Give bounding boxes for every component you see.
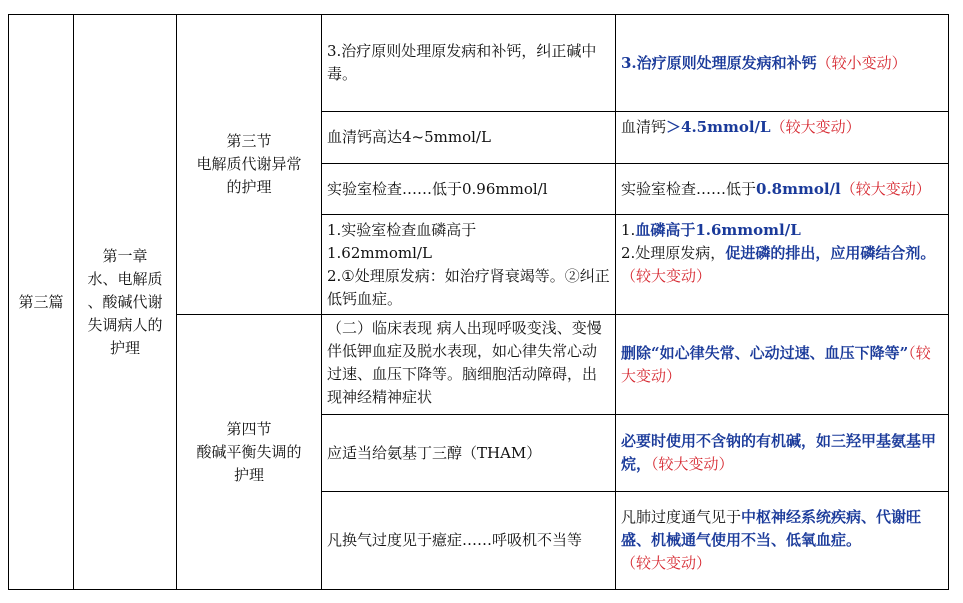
section-3-label: 第三节 电解质代谢异常 的护理 <box>196 132 302 196</box>
change-level-note: （较大变动） <box>621 554 712 572</box>
change-level-note: （较大变动） <box>621 343 931 385</box>
section-4-label: 第四节 酸碱平衡失调的 护理 <box>196 419 302 484</box>
new-text-content <box>621 116 861 139</box>
chapter-label: 第一章 水、电解质 、酸碱代谢 失调病人的 护理 <box>87 246 163 357</box>
revised-highlight: 删除“如心律失常、心动过速、血压下降等” <box>621 343 909 362</box>
revised-text: 实验室检查……低于 <box>621 179 757 198</box>
section-4-cell <box>176 314 322 590</box>
revised-highlight: 0.8mmol/l <box>756 179 841 198</box>
change-level-note: （较小变动） <box>816 53 907 72</box>
part-label: 第三篇 <box>18 292 64 311</box>
change-level-note: （较大变动） <box>621 267 712 285</box>
section-3-cell <box>176 14 322 315</box>
old-text-row-4: 1.实验室检查血磷高于 1.62mmoml/L 2.①处理原发病：如治疗肾衰竭等。②纠正低钙血症。 <box>321 214 616 315</box>
old-text-row-6: 应适当给氨基丁三醇（THAM） <box>321 414 616 492</box>
part-cell <box>8 14 74 590</box>
new-text-row-3 <box>615 163 949 215</box>
new-text-content <box>621 52 907 75</box>
change-level-note: （较大变动） <box>651 455 734 473</box>
revision-table <box>8 14 949 590</box>
revised-text: 血清钙 <box>621 118 667 136</box>
revised-text: 1. <box>621 221 636 239</box>
new-text-row-2 <box>615 111 949 164</box>
new-text-content <box>621 178 931 201</box>
new-text-row-4 <box>615 214 949 315</box>
old-text-row-5: （二）临床表现 病人出现呼吸变浅、变慢伴低钾血症及脱水表现，如心律失常心动过速、血压下降等。脑细胞活动障碍，出现神经精神症状 <box>321 314 616 415</box>
new-text-content <box>621 506 943 575</box>
old-text-row-2: 血清钙高达4~5mmol/L <box>321 111 616 164</box>
old-text-row-7: 凡换气过度见于癔症……呼吸机不当等 <box>321 491 616 590</box>
revised-highlight: 血磷高于1.6mmoml/L <box>635 221 801 239</box>
revised-text: 2.处理原发病， <box>621 244 726 262</box>
chapter-cell <box>73 14 177 590</box>
change-level-note: （较大变动） <box>840 179 931 198</box>
revised-highlight: 3.治疗原则处理原发病和补钙 <box>621 53 817 72</box>
revised-highlight: ＞4.5mmol/L <box>666 118 771 136</box>
new-text-content <box>621 342 943 388</box>
change-level-note: （较大变动） <box>770 118 861 136</box>
revised-highlight: 促进磷的排出，应用磷结合剂。 <box>725 244 936 262</box>
old-text-row-3: 实验室检查……低于0.96mmol/l <box>321 163 616 215</box>
new-text-row-6 <box>615 414 949 492</box>
revised-highlight: 必要时使用不含钠的有机碱，如三羟甲基氨基甲烷， <box>621 432 937 473</box>
new-text-row-7 <box>615 491 949 590</box>
revised-text: 凡肺过度通气见于 <box>621 508 742 526</box>
revised-highlight: 中枢神经系统疾病、代谢旺盛、机械通气使用不当、低氧血症。 <box>621 508 922 549</box>
new-text-content <box>621 430 943 476</box>
new-text-content <box>621 219 943 288</box>
new-text-row-5 <box>615 314 949 415</box>
new-text-row-1 <box>615 14 949 112</box>
old-text-row-1: 3.治疗原则处理原发病和补钙，纠正碱中毒。 <box>321 14 616 112</box>
